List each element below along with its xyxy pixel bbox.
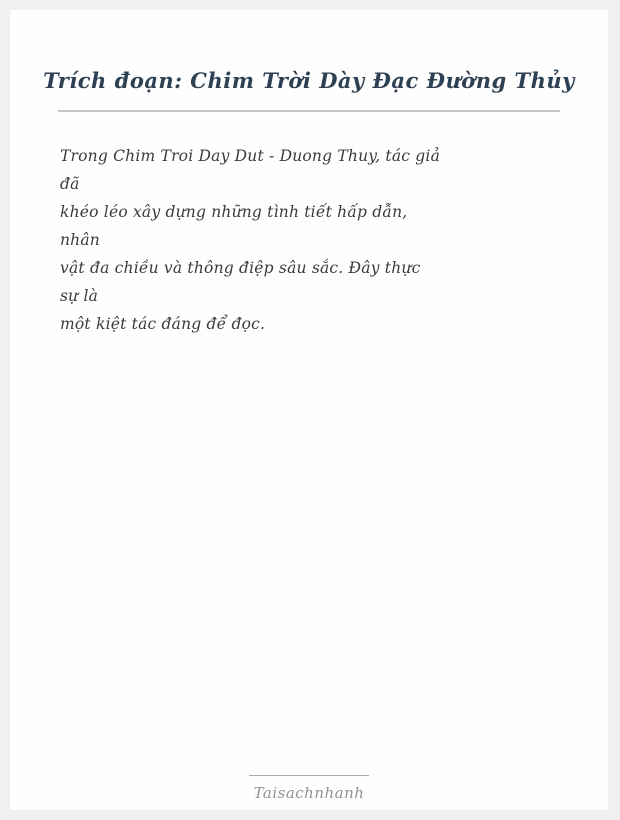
document-body: [60, 142, 558, 338]
body-line: một kiệt tác đáng để đọc.: [60, 315, 266, 333]
body-line: vật đa chiều và thông điệp sâu sắc. Đây thực: [60, 259, 421, 277]
body-line: Trong Chim Troi Day Dut - Duong Thuy, tác giả: [60, 147, 441, 165]
body-line: nhân: [60, 231, 100, 249]
body-line: khéo léo xây dựng những tình tiết hấp dẫn,: [60, 203, 408, 221]
footer-divider: [249, 775, 369, 776]
footer-brand: Taisachnhanh: [253, 784, 365, 802]
page-title: Trích đoạn: Chim Trời Dày Đạc Đường Thủy: [43, 68, 575, 93]
document-card: [10, 10, 608, 810]
footer: [10, 775, 608, 802]
body-line: đã: [60, 175, 80, 193]
title-divider: [58, 110, 560, 112]
body-line: sự là: [60, 287, 99, 305]
